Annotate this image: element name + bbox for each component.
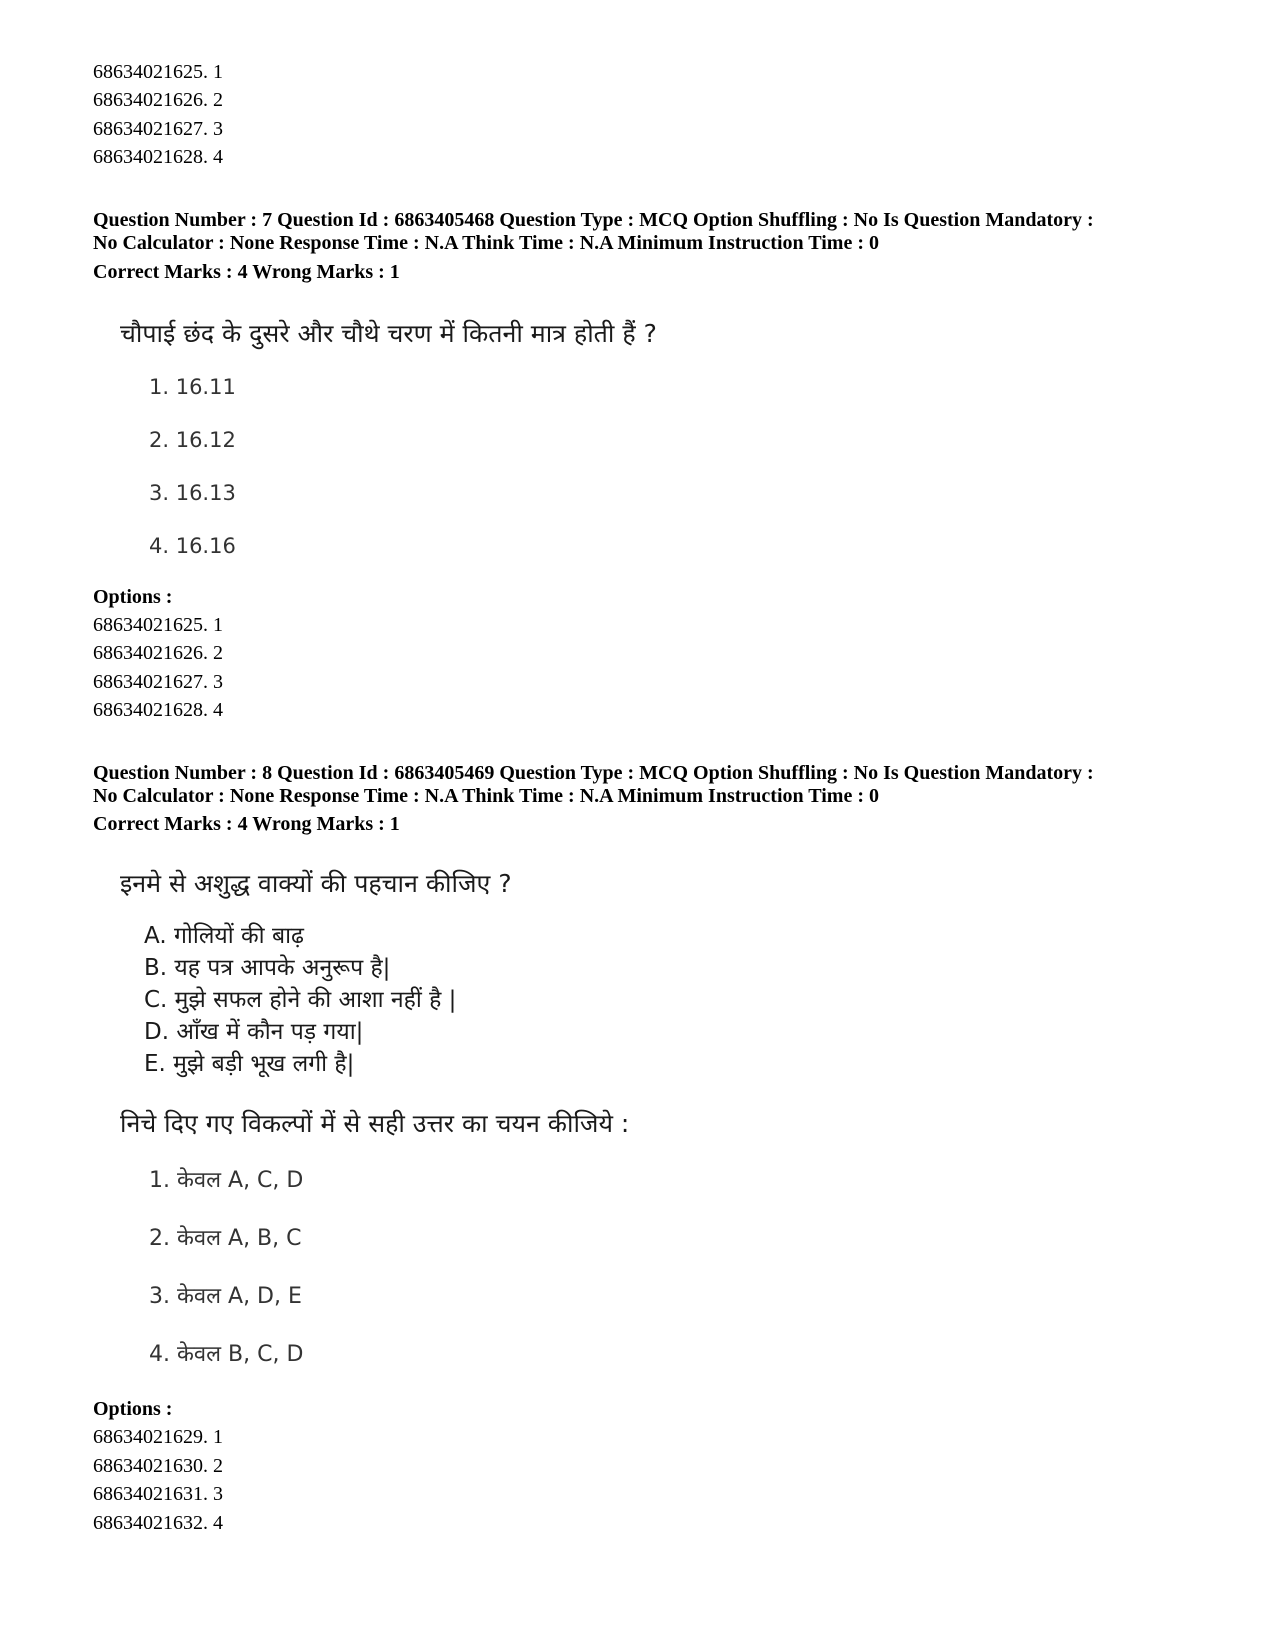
option-line: 68634021626. 2: [93, 89, 223, 111]
option-line: 68634021629. 1: [93, 1426, 223, 1448]
question-7-options-label: Options :: [93, 586, 173, 608]
question-8-choice: 2. केवल A, B, C: [149, 1226, 302, 1251]
question-8-options-label: Options :: [93, 1398, 173, 1420]
question-8-header-line1: Question Number : 8 Question Id : 6863405469 Question Type : MCQ Option Shuffling : No Is Question Mandatory :: [93, 762, 1094, 784]
question-7-choice: 4. 16.16: [149, 534, 236, 558]
question-8-statement: C. मुझे सफल होने की आशा नहीं है |: [144, 987, 457, 1013]
question-7-header-line2: No Calculator : None Response Time : N.A Think Time : N.A Minimum Instruction Time : 0: [93, 232, 879, 254]
option-line: 68634021628. 4: [93, 699, 223, 721]
question-8-statement: B. यह पत्र आपके अनुरूप है|: [144, 955, 391, 981]
option-line: 68634021625. 1: [93, 61, 223, 83]
option-line: 68634021626. 2: [93, 642, 223, 664]
question-7-text: चौपाई छंद के दुसरे और चौथे चरण में कितनी मात्र होती हैं ?: [120, 319, 657, 348]
question-8-statement: D. आँख में कौन पड़ गया|: [144, 1019, 364, 1045]
option-line: 68634021627. 3: [93, 118, 223, 140]
question-8-choice: 4. केवल B, C, D: [149, 1342, 304, 1367]
question-8-choice: 1. केवल A, C, D: [149, 1168, 304, 1193]
question-7-header-line1: Question Number : 7 Question Id : 6863405468 Question Type : MCQ Option Shuffling : No Is Question Mandatory :: [93, 209, 1094, 231]
option-line: 68634021631. 3: [93, 1483, 223, 1505]
question-7-choice: 1. 16.11: [149, 375, 236, 399]
question-7-choice: 3. 16.13: [149, 481, 236, 505]
question-8-marks: Correct Marks : 4 Wrong Marks : 1: [93, 813, 400, 835]
question-8-statement: E. मुझे बड़ी भूख लगी है|: [144, 1051, 355, 1077]
question-7-choice: 2. 16.12: [149, 428, 236, 452]
question-8-choice: 3. केवल A, D, E: [149, 1284, 302, 1309]
option-line: 68634021627. 3: [93, 671, 223, 693]
option-line: 68634021625. 1: [93, 614, 223, 636]
question-8-header-line2: No Calculator : None Response Time : N.A Think Time : N.A Minimum Instruction Time : 0: [93, 785, 879, 807]
question-8-instruction: निचे दिए गए विकल्पों में से सही उत्तर का चयन कीजिये :: [120, 1109, 630, 1138]
option-line: 68634021630. 2: [93, 1455, 223, 1477]
option-line: 68634021632. 4: [93, 1512, 223, 1534]
question-7-marks: Correct Marks : 4 Wrong Marks : 1: [93, 261, 400, 283]
option-line: 68634021628. 4: [93, 146, 223, 168]
question-8-text: इनमे से अशुद्ध वाक्यों की पहचान कीजिए ?: [120, 869, 512, 898]
question-8-statement: A. गोलियों की बाढ़: [144, 923, 304, 949]
